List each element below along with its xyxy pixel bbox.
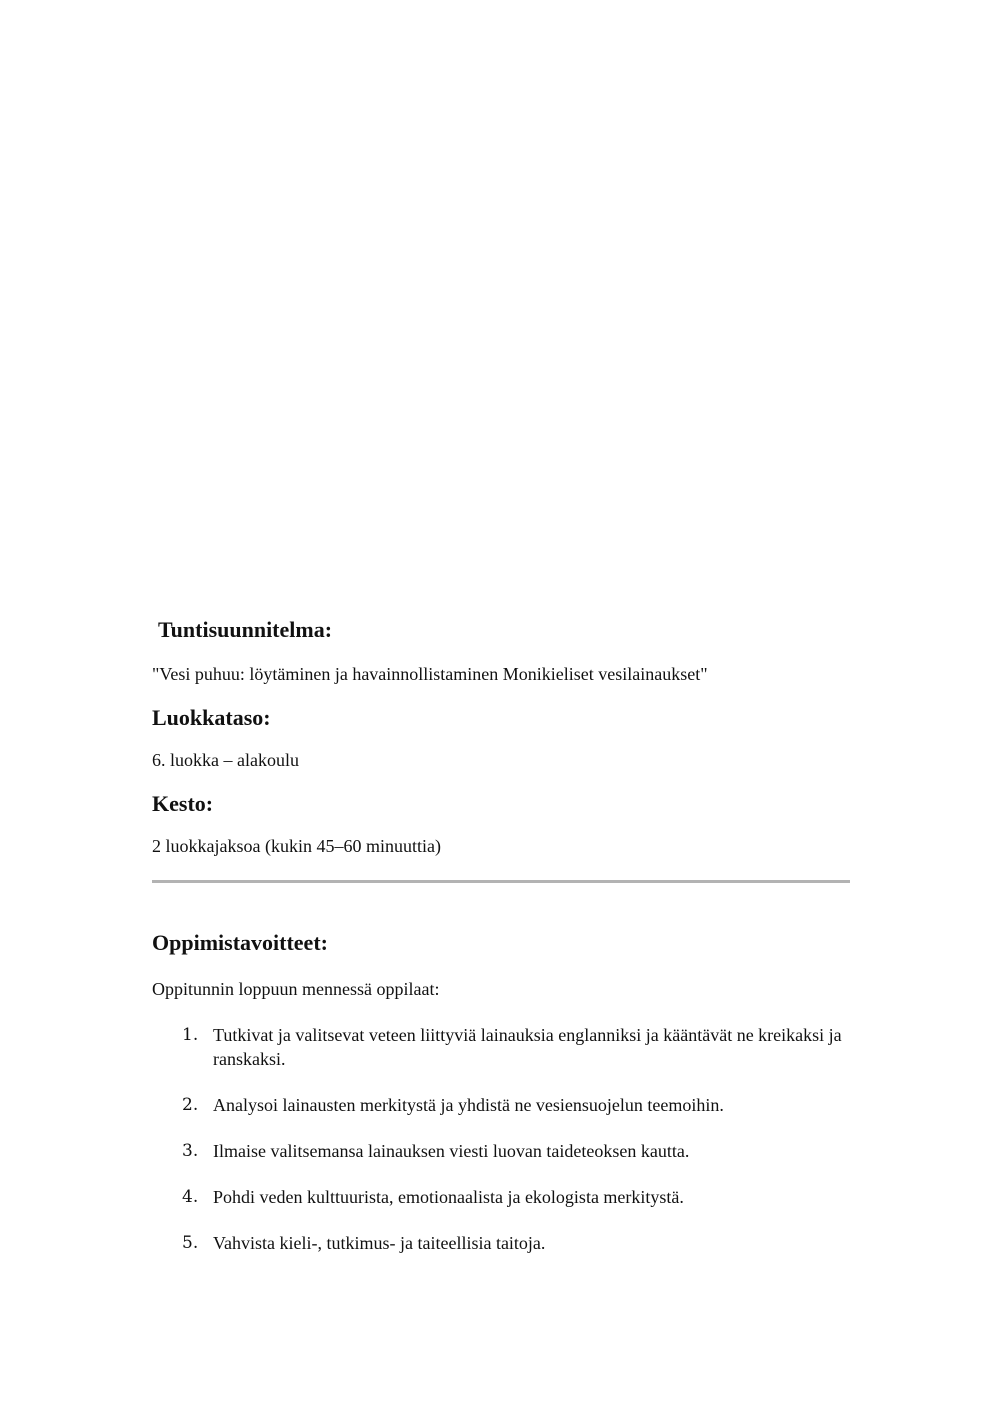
lesson-plan-heading: Tuntisuunnitelma: — [158, 617, 333, 642]
duration-heading: Kesto: — [152, 791, 214, 816]
list-item — [152, 1231, 852, 1255]
list-item-text: Pohdi veden kulttuurista, emotionaalista ja ekologista merkitystä. — [213, 1187, 684, 1207]
list-item-text: Tutkivat ja valitsevat veteen liittyviä lainauksia englanniksi ja kääntävät ne kreikaksi ja ranskaksi. — [213, 1025, 842, 1069]
grade-value: 6. luokka – alakoulu — [152, 750, 299, 770]
list-item — [152, 1185, 852, 1209]
list-item-number: 2. — [182, 1095, 199, 1115]
objectives-intro: Oppitunnin loppuun mennessä oppilaat: — [152, 979, 440, 999]
list-item-number: 4. — [182, 1187, 199, 1207]
list-item-number: 1. — [182, 1025, 199, 1045]
list-item-text: Analysoi lainausten merkitystä ja yhdistä ne vesiensuojelun teemoihin. — [213, 1095, 724, 1115]
objectives-heading: Oppimistavoitteet: — [152, 930, 328, 955]
list-item-text: Vahvista kieli-, tutkimus- ja taiteellisia taitoja. — [213, 1233, 546, 1253]
objectives-list — [152, 1023, 852, 1255]
list-item-number: 5. — [182, 1233, 199, 1253]
grade-heading: Luokkataso: — [152, 705, 271, 730]
list-item — [152, 1093, 852, 1117]
duration-value: 2 luokkajaksoa (kukin 45–60 minuuttia) — [152, 836, 441, 856]
lesson-title: "Vesi puhuu: löytäminen ja havainnollistaminen Monikieliset vesilainaukset" — [152, 664, 708, 684]
list-item-number: 3. — [182, 1141, 199, 1161]
list-item — [152, 1023, 852, 1071]
list-item — [152, 1139, 852, 1163]
document-content — [152, 612, 852, 1277]
list-item-text: Ilmaise valitsemansa lainauksen viesti luovan taideteoksen kautta. — [213, 1141, 690, 1161]
